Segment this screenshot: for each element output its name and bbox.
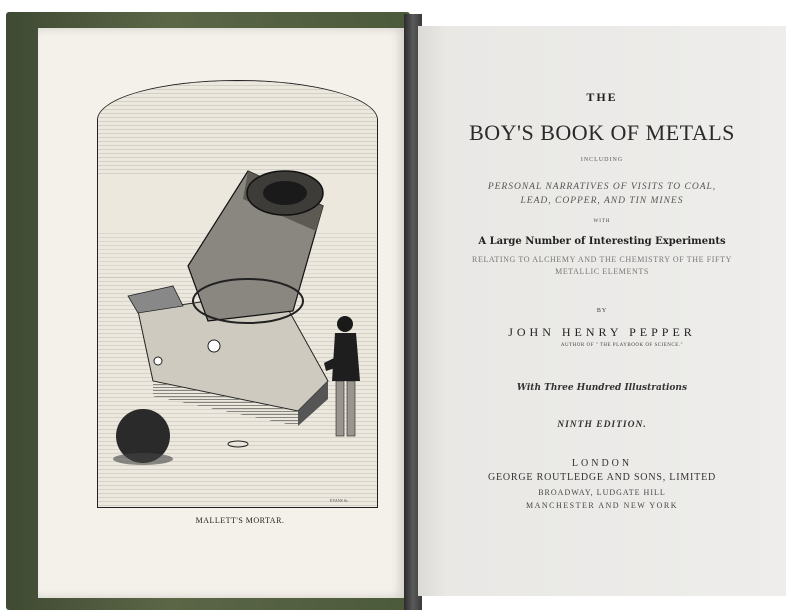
title-the: THE	[586, 90, 618, 104]
title-by: BY	[596, 308, 608, 314]
book-title: BOY'S BOOK OF METALS	[469, 120, 735, 145]
author-name: JOHN HENRY PEPPER	[508, 325, 696, 339]
engraving-sky-hatching	[98, 81, 377, 176]
relating-line-2: METALLIC ELEMENTS	[555, 267, 649, 276]
illustration-caption: MALLETT'S MORTAR.	[195, 516, 285, 525]
publication-place: LONDON	[571, 458, 633, 469]
base-rivet	[154, 357, 162, 365]
mortar-trunnion	[208, 340, 220, 352]
publisher: GEORGE ROUTLEDGE AND SONS, LIMITED	[487, 472, 717, 483]
cannonball-shadow	[113, 453, 173, 465]
illustrations-note: With Three Hundred Illustrations	[516, 383, 688, 393]
title-including: INCLUDING	[580, 157, 624, 163]
relating-line-1: RELATING TO ALCHEMY AND THE CHEMISTRY OF THE FIFTY	[472, 255, 732, 264]
author-note: AUTHOR OF " THE PLAYBOOK OF SCIENCE."	[560, 343, 684, 348]
subtitle-line-2: LEAD, COPPER, AND TIN MINES	[520, 196, 684, 206]
mortar-engraving-svg	[98, 81, 377, 507]
publisher-cities: MANCHESTER AND NEW YORK	[525, 501, 679, 510]
mortar-engraving-image	[97, 80, 378, 508]
mortar-bore	[263, 181, 307, 205]
subtitle-line-1: PERSONAL NARRATIVES OF VISITS TO COAL,	[487, 182, 717, 192]
title-with: WITH	[593, 219, 611, 224]
engraver-signature: EVANS Sc	[330, 498, 348, 503]
experiments-line: A Large Number of Interesting Experiments	[478, 236, 726, 247]
edition: NINTH EDITION.	[557, 420, 647, 430]
publisher-address: BROADWAY, LUDGATE HILL	[538, 488, 666, 497]
